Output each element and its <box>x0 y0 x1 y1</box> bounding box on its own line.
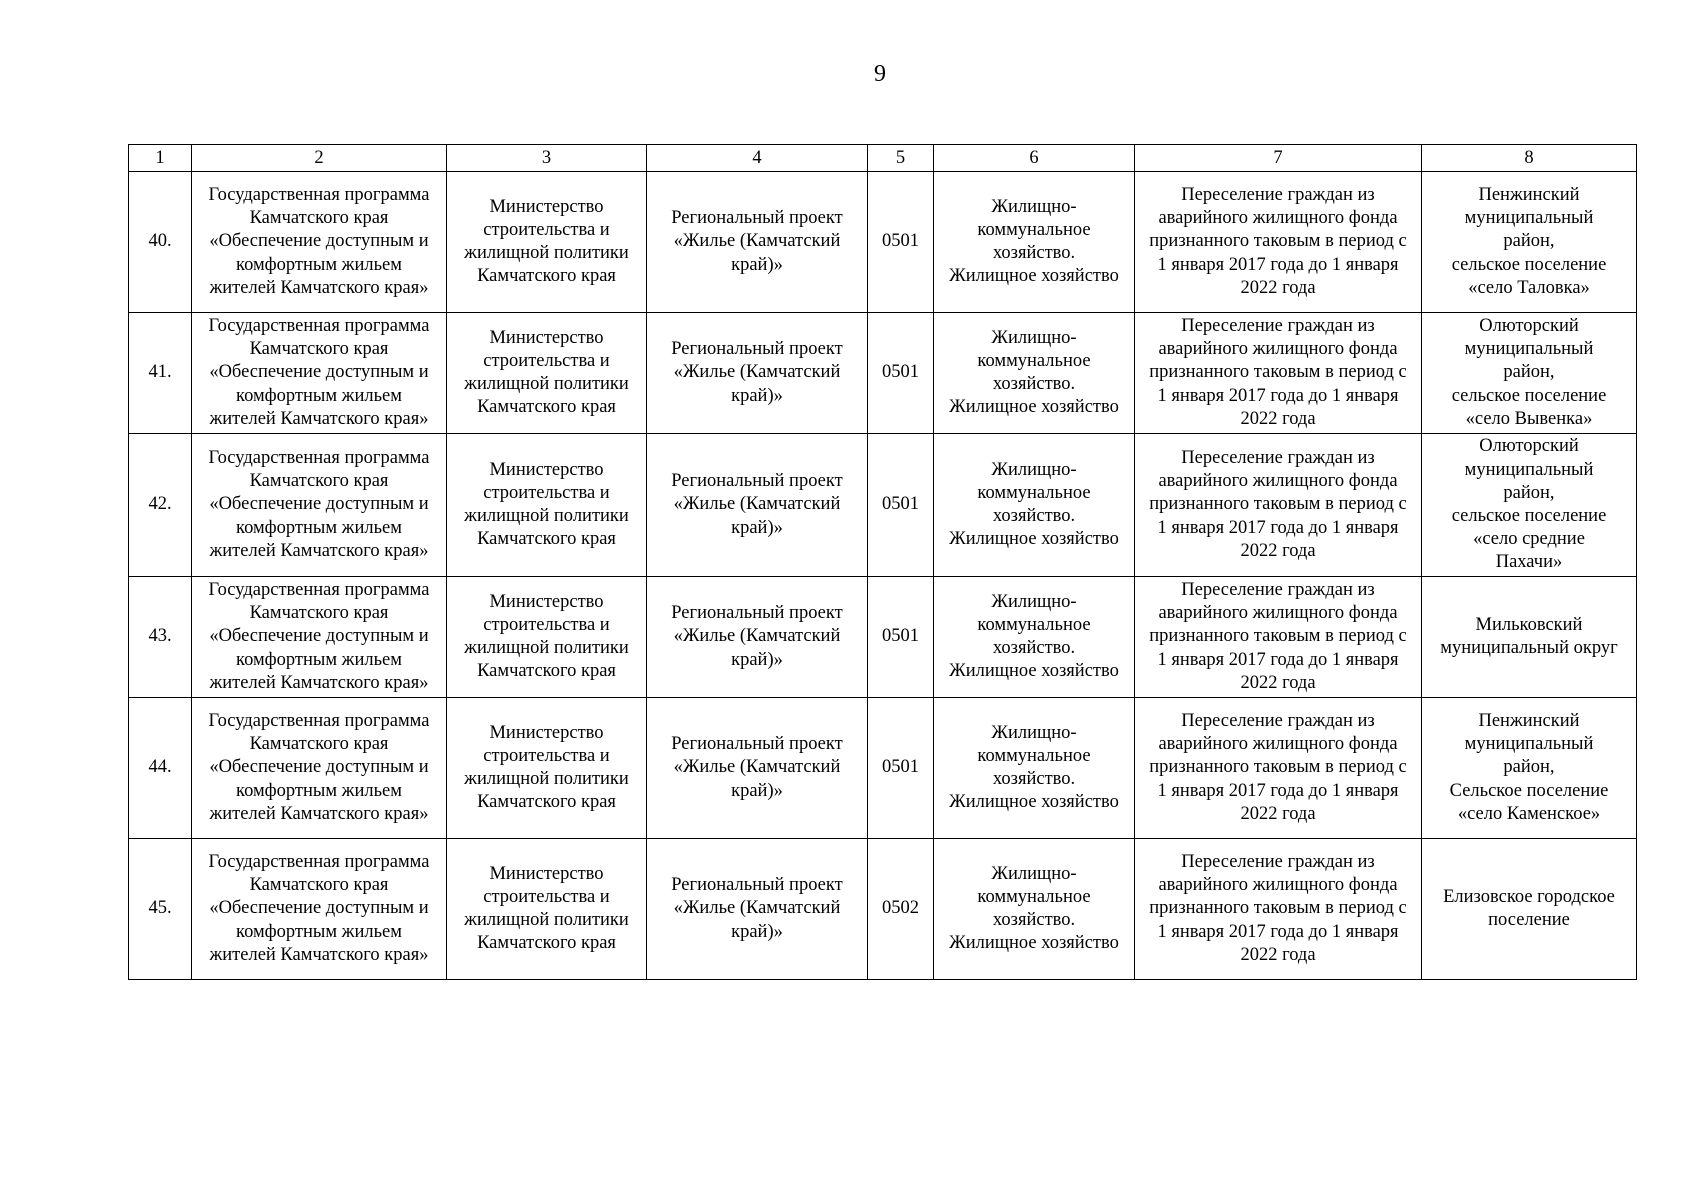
cell-line: Елизовское городское <box>1443 886 1615 907</box>
ministry-cell <box>447 313 647 434</box>
cell-line: «Обеспечение доступным и <box>209 626 429 647</box>
cell-line: «Обеспечение доступным и <box>209 898 429 919</box>
cell-line: признанного таковым в период с <box>1149 362 1407 383</box>
cell-line: Министерство <box>489 863 604 884</box>
cell-line: район, <box>1503 482 1555 503</box>
cell-line: сельское поселение <box>1451 506 1607 526</box>
cell-line: хозяйство. <box>992 374 1076 394</box>
cell-line: «село средние <box>1473 529 1585 550</box>
cell-line: сельское поселение <box>1451 385 1607 406</box>
cell-line: хозяйство. <box>992 243 1076 263</box>
cell-line: Камчатского края <box>477 266 616 287</box>
cell-line: «Обеспечение доступным и <box>209 362 429 383</box>
cell-line: Жилищно- <box>991 863 1077 884</box>
ministry-cell <box>447 577 647 698</box>
cell-line: Министерство <box>489 327 604 348</box>
cell-line: жителей Камчатского края» <box>209 277 429 298</box>
cell-line: Региональный проект <box>671 603 843 624</box>
cell-line: признанного таковым в период с <box>1149 898 1407 919</box>
cell-line: Камчатского края <box>477 933 616 954</box>
header-row <box>129 145 1637 172</box>
municipality-cell <box>1422 698 1637 839</box>
cell-line: строительства и <box>483 614 610 635</box>
cell-line: 2022 года <box>1240 803 1316 824</box>
cell-line: Пенжинский <box>1478 184 1580 205</box>
cell-line: комфортным жильем <box>236 780 402 801</box>
ministry-cell <box>447 434 647 577</box>
program-cell <box>192 698 447 839</box>
cell-line: Министерство <box>489 591 604 612</box>
cell-line: комфортным жильем <box>236 921 402 942</box>
sector-cell <box>934 698 1135 839</box>
table-row <box>129 577 1637 698</box>
cell-line: жилищной политики <box>464 910 629 930</box>
cell-line: 1 января 2017 года до 1 января <box>1157 254 1399 275</box>
table-row <box>129 698 1637 839</box>
cell-line: Переселение граждан из <box>1181 315 1375 336</box>
cell-line: Жилищное хозяйство <box>949 933 1119 954</box>
cell-line: Государственная программа <box>208 710 430 731</box>
cell-line: комфортным жильем <box>236 649 402 670</box>
cell-line: Министерство <box>489 196 604 217</box>
cell-line: Переселение граждан из <box>1181 579 1375 600</box>
cell-line: край)» <box>731 517 783 538</box>
cell-line: Региональный проект <box>671 875 843 896</box>
cell-line: край)» <box>731 385 783 406</box>
cell-line: край)» <box>731 780 783 801</box>
code-cell: 0501 <box>868 434 934 577</box>
municipality-cell <box>1422 839 1637 980</box>
cell-line: Пенжинский <box>1478 710 1580 731</box>
cell-line: Олюторский <box>1479 315 1579 336</box>
cell-line: Жилищное хозяйство <box>949 266 1119 287</box>
program-cell <box>192 839 447 980</box>
cell-line: «Жилье (Камчатский <box>673 626 841 647</box>
cell-line: строительства и <box>483 886 610 907</box>
cell-line: комфортным жильем <box>236 254 402 275</box>
cell-line: 1 января 2017 года до 1 января <box>1157 921 1399 942</box>
cell-line: жителей Камчатского края» <box>209 408 429 429</box>
cell-line: Жилищное хозяйство <box>949 529 1119 550</box>
cell-line: «село Каменское» <box>1457 803 1601 824</box>
project-cell <box>647 839 868 980</box>
column-header: 7 <box>1135 145 1422 172</box>
cell-line: жителей Камчатского края» <box>209 540 429 561</box>
cell-line: Пахачи» <box>1495 552 1563 573</box>
cell-line: коммунальное <box>977 350 1091 371</box>
project-cell <box>647 698 868 839</box>
purpose-cell <box>1135 434 1422 577</box>
cell-line: строительства и <box>483 482 610 503</box>
cell-line: муниципальный <box>1464 459 1594 480</box>
cell-line: строительства и <box>483 350 610 371</box>
ministry-cell <box>447 172 647 313</box>
cell-line: муниципальный <box>1464 208 1594 229</box>
cell-line: 2022 года <box>1240 408 1316 429</box>
cell-line: «село Таловка» <box>1468 277 1590 298</box>
table-row <box>129 172 1637 313</box>
table-row <box>129 839 1637 980</box>
cell-line: 2022 года <box>1240 672 1316 693</box>
cell-line: Жилищно- <box>991 196 1077 217</box>
cell-line: хозяйство. <box>992 638 1076 658</box>
municipality-cell <box>1422 577 1637 698</box>
cell-line: «Обеспечение доступным и <box>209 494 429 515</box>
cell-line: жителей Камчатского края» <box>209 803 429 824</box>
row-number-cell: 44. <box>129 698 192 839</box>
cell-line: Региональный проект <box>671 471 843 492</box>
cell-line: Мильковский <box>1475 614 1583 635</box>
purpose-cell <box>1135 172 1422 313</box>
cell-line: 2022 года <box>1240 540 1316 561</box>
project-cell <box>647 577 868 698</box>
cell-line: хозяйство. <box>992 769 1076 789</box>
cell-line: Министерство <box>489 459 604 480</box>
cell-line: аварийного жилищного фонда <box>1158 875 1398 896</box>
cell-line: 1 января 2017 года до 1 января <box>1157 780 1399 801</box>
row-number-cell: 43. <box>129 577 192 698</box>
municipality-cell <box>1422 172 1637 313</box>
purpose-cell <box>1135 698 1422 839</box>
cell-line: муниципальный округ <box>1440 638 1618 658</box>
cell-line: строительства и <box>483 219 610 240</box>
cell-line: «Обеспечение доступным и <box>209 231 429 252</box>
cell-line: коммунальное <box>977 482 1091 503</box>
purpose-cell <box>1135 839 1422 980</box>
cell-line: «село Вывенка» <box>1465 408 1593 429</box>
table-row <box>129 434 1637 577</box>
cell-line: аварийного жилищного фонда <box>1158 471 1398 492</box>
cell-line: 2022 года <box>1240 944 1316 965</box>
cell-line: хозяйство. <box>992 506 1076 526</box>
cell-line: 1 января 2017 года до 1 января <box>1157 649 1399 670</box>
row-number-cell: 40. <box>129 172 192 313</box>
cell-line: муниципальный <box>1464 339 1594 360</box>
program-cell <box>192 577 447 698</box>
cell-line: Переселение граждан из <box>1181 710 1375 731</box>
cell-line: «Жилье (Камчатский <box>673 231 841 252</box>
project-cell <box>647 313 868 434</box>
column-header: 8 <box>1422 145 1637 172</box>
cell-line: коммунальное <box>977 614 1091 635</box>
cell-line: Государственная программа <box>208 447 430 468</box>
column-header: 2 <box>192 145 447 172</box>
cell-line: жителей Камчатского края» <box>209 944 429 965</box>
cell-line: Государственная программа <box>208 851 430 872</box>
cell-line: «Обеспечение доступным и <box>209 757 429 778</box>
column-header: 4 <box>647 145 868 172</box>
cell-line: Камчатского края <box>477 397 616 418</box>
municipality-cell <box>1422 313 1637 434</box>
cell-line: комфортным жильем <box>236 517 402 538</box>
purpose-cell <box>1135 577 1422 698</box>
cell-line: хозяйство. <box>992 910 1076 930</box>
table-body <box>129 172 1637 980</box>
cell-line: Жилищно- <box>991 459 1077 480</box>
cell-line: Камчатского края <box>249 339 389 360</box>
sector-cell <box>934 313 1135 434</box>
cell-line: аварийного жилищного фонда <box>1158 208 1398 229</box>
cell-line: Региональный проект <box>671 734 843 755</box>
cell-line: 1 января 2017 года до 1 января <box>1157 517 1399 538</box>
cell-line: аварийного жилищного фонда <box>1158 603 1398 624</box>
cell-line: жилищной политики <box>464 374 629 394</box>
code-cell: 0501 <box>868 698 934 839</box>
program-cell <box>192 172 447 313</box>
cell-line: край)» <box>731 254 783 275</box>
cell-line: Государственная программа <box>208 315 430 336</box>
cell-line: 2022 года <box>1240 277 1316 298</box>
cell-line: Жилищно- <box>991 722 1077 743</box>
table-row <box>129 313 1637 434</box>
cell-line: Сельское поселение <box>1449 780 1609 801</box>
cell-line: Камчатского края <box>249 208 389 229</box>
column-header: 3 <box>447 145 647 172</box>
cell-line: 1 января 2017 года до 1 января <box>1157 385 1399 406</box>
cell-line: жилищной политики <box>464 506 629 526</box>
cell-line: муниципальный <box>1464 734 1594 755</box>
sector-cell <box>934 172 1135 313</box>
column-header: 5 <box>868 145 934 172</box>
cell-line: Переселение граждан из <box>1181 184 1375 205</box>
cell-line: поселение <box>1488 910 1570 930</box>
cell-line: «Жилье (Камчатский <box>673 494 841 515</box>
purpose-cell <box>1135 313 1422 434</box>
cell-line: Жилищно- <box>991 327 1077 348</box>
cell-line: Камчатского края <box>249 471 389 492</box>
cell-line: Жилищное хозяйство <box>949 792 1119 813</box>
row-number-cell: 42. <box>129 434 192 577</box>
cell-line: Переселение граждан из <box>1181 447 1375 468</box>
cell-line: жилищной политики <box>464 638 629 658</box>
cell-line: коммунальное <box>977 219 1091 240</box>
code-cell: 0501 <box>868 313 934 434</box>
cell-line: сельское поселение <box>1451 254 1607 275</box>
cell-line: жителей Камчатского края» <box>209 672 429 693</box>
sector-cell <box>934 577 1135 698</box>
cell-line: «Жилье (Камчатский <box>673 757 841 778</box>
cell-line: Камчатского края <box>477 661 616 682</box>
cell-line: район, <box>1503 757 1555 778</box>
cell-line: Государственная программа <box>208 184 430 205</box>
ministry-cell <box>447 698 647 839</box>
cell-line: строительства и <box>483 745 610 766</box>
cell-line: «Жилье (Камчатский <box>673 362 841 383</box>
row-number-cell: 41. <box>129 313 192 434</box>
cell-line: район, <box>1503 231 1555 252</box>
cell-line: коммунальное <box>977 745 1091 766</box>
row-number-cell: 45. <box>129 839 192 980</box>
cell-line: Региональный проект <box>671 208 843 229</box>
cell-line: Жилищное хозяйство <box>949 661 1119 682</box>
cell-line: край)» <box>731 921 783 942</box>
cell-line: аварийного жилищного фонда <box>1158 339 1398 360</box>
program-cell <box>192 434 447 577</box>
cell-line: Камчатского края <box>477 529 616 550</box>
cell-line: коммунальное <box>977 886 1091 907</box>
page-number: 9 <box>874 61 886 87</box>
column-header: 6 <box>934 145 1135 172</box>
cell-line: Олюторский <box>1479 436 1579 457</box>
cell-line: район, <box>1503 362 1555 383</box>
sector-cell <box>934 434 1135 577</box>
code-cell: 0502 <box>868 839 934 980</box>
cell-line: признанного таковым в период с <box>1149 231 1407 252</box>
cell-line: Жилищно- <box>991 591 1077 612</box>
cell-line: край)» <box>731 649 783 670</box>
cell-line: Государственная программа <box>208 579 430 600</box>
cell-line: Камчатского края <box>477 792 616 813</box>
municipality-cell <box>1422 434 1637 577</box>
project-cell <box>647 172 868 313</box>
column-header: 1 <box>129 145 192 172</box>
cell-line: Камчатского края <box>249 875 389 896</box>
cell-line: Жилищное хозяйство <box>949 397 1119 418</box>
cell-line: «Жилье (Камчатский <box>673 898 841 919</box>
project-cell <box>647 434 868 577</box>
cell-line: Камчатского края <box>249 603 389 624</box>
cell-line: Переселение граждан из <box>1181 851 1375 872</box>
cell-line: комфортным жильем <box>236 385 402 406</box>
cell-line: признанного таковым в период с <box>1149 757 1407 778</box>
program-cell <box>192 313 447 434</box>
cell-line: признанного таковым в период с <box>1149 626 1407 647</box>
cell-line: аварийного жилищного фонда <box>1158 734 1398 755</box>
cell-line: жилищной политики <box>464 769 629 789</box>
document-table <box>128 144 1637 980</box>
code-cell: 0501 <box>868 577 934 698</box>
cell-line: признанного таковым в период с <box>1149 494 1407 515</box>
sector-cell <box>934 839 1135 980</box>
ministry-cell <box>447 839 647 980</box>
cell-line: Региональный проект <box>671 339 843 360</box>
cell-line: Министерство <box>489 722 604 743</box>
code-cell: 0501 <box>868 172 934 313</box>
cell-line: жилищной политики <box>464 243 629 263</box>
cell-line: Камчатского края <box>249 734 389 755</box>
